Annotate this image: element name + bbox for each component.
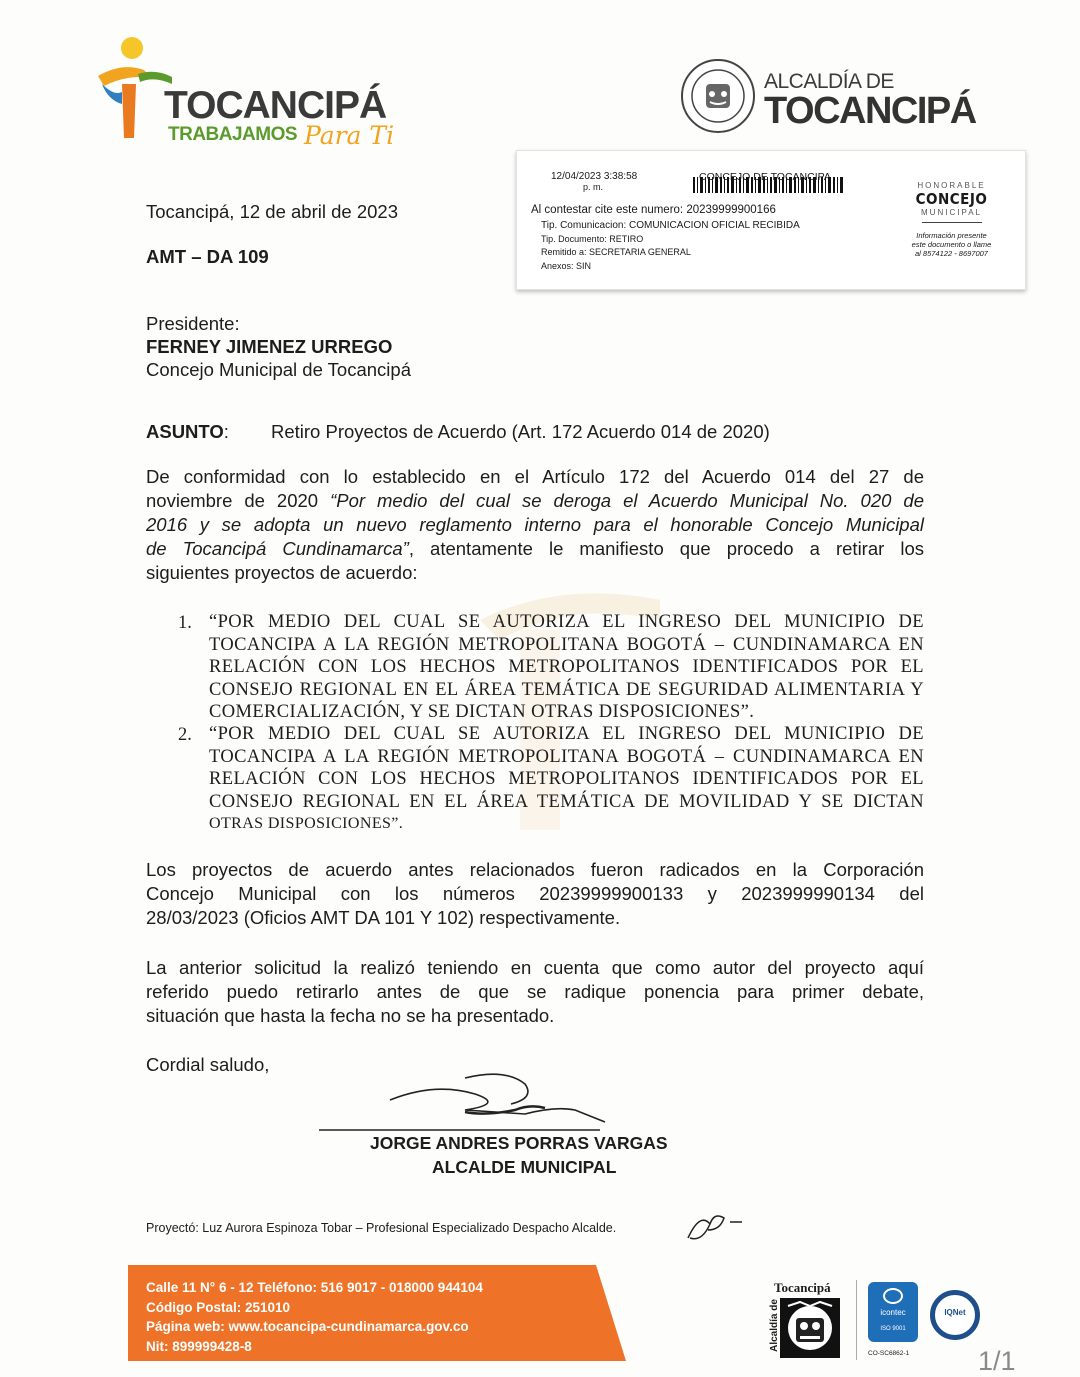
brand-tagline: TRABAJAMOS: [168, 124, 298, 145]
item-line: COMERCIALIZACIÓN, Y SE DICTAN OTRAS DISPOSICIONES”.: [209, 702, 755, 722]
concejo-seal: [889, 181, 1014, 271]
item-line: “POR MEDIO DEL CUAL SE AUTORIZA EL INGRESO DEL MUNICIPIO DE: [209, 612, 924, 632]
para-line: 28/03/2023 (Oficios AMT DA 101 Y 102) respectivamente.: [146, 907, 621, 928]
para-line: Concejo Municipal con los números 20239999900133 y 2023999990134 del: [146, 883, 924, 904]
brand-name: TOCANCIPÁ: [164, 84, 387, 127]
stamp-reply-line: Al contestar cite este numero: 20239999900166: [531, 204, 776, 216]
closing: Cordial saludo,: [146, 1054, 270, 1075]
item-line: “POR MEDIO DEL CUAL SE AUTORIZA EL INGRESO DEL MUNICIPIO DE: [209, 724, 924, 744]
subject-label: ASUNTO: [146, 421, 224, 442]
intro-line: [146, 513, 924, 537]
item-line: TOCANCIPA A LA REGIÓN METROPOLITANA BOGOTÁ – CUNDINAMARCA EN: [209, 634, 924, 655]
footer-logo-title: Tocancipá: [774, 1280, 831, 1295]
initials-signature-icon: [680, 1208, 750, 1248]
icontec-badge: [868, 1282, 918, 1342]
projected-by: Proyectó: Luz Aurora Espinoza Tobar – Profesional Especializado Despacho Alcalde.: [146, 1221, 617, 1235]
brand-figure-icon: [92, 34, 172, 144]
item-line: OTRAS DISPOSICIONES”.: [209, 815, 404, 832]
recipient-role: Presidente:: [146, 313, 240, 334]
concejo-sub-label: MUNICIPAL: [921, 208, 982, 217]
stamp-sent-to: Remitido a: SECRETARIA GENERAL: [541, 247, 691, 257]
concejo-info-3: al 8574122 - 8697007: [915, 249, 988, 258]
paragraph-radicados: [146, 858, 924, 930]
stamp-ampm: p. m.: [583, 182, 604, 192]
alcaldia-name: TOCANCIPÁ: [764, 90, 976, 132]
item-line: RELACIÓN CON LOS HECHOS METROPOLITANOS IDENTIFICADOS POR EL: [209, 769, 924, 789]
footer-contact-bar: [128, 1265, 626, 1361]
item-number: 1.: [178, 613, 192, 633]
alcaldia-label: ALCALDÍA DE: [764, 70, 894, 93]
footer-logo-divider: [856, 1280, 857, 1360]
concejo-top-label: HONORABLE: [917, 181, 986, 190]
concejo-title: CONCEJO: [915, 190, 988, 208]
recipient-name: FERNEY JIMENEZ URREGO: [146, 336, 393, 357]
stamp-annexes: Anexos: SIN: [541, 261, 592, 271]
item-number: 2.: [178, 725, 192, 745]
concejo-info-2: este documento o llame: [911, 240, 992, 249]
item-line: RELACIÓN CON LOS HECHOS METROPOLITANOS IDENTIFICADOS POR EL: [209, 657, 924, 677]
iqnet-name: IQNet: [944, 1308, 966, 1317]
footer-logo-side: Alcaldía de: [768, 1299, 780, 1352]
municipal-seal-icon: [680, 58, 756, 134]
place-date: Tocancipá, 12 de abril de 2023: [146, 201, 398, 222]
receipt-stamp: [516, 150, 1026, 290]
footer-web[interactable]: Página web: www.tocancipa-cundinamarca.gov.co: [146, 1319, 469, 1334]
barcode-icon: [693, 177, 843, 193]
mask-emblem-icon: [778, 1296, 842, 1360]
intro-line-part: , atentamente le manifiesto que procedo a retirar los: [408, 538, 925, 559]
stamp-comm-type: Tip. Comunicacion: COMUNICACION OFICIAL RECIBIDA: [541, 220, 800, 231]
alcaldia-logo: [680, 58, 980, 148]
intro-line-part: “Por medio del cual se deroga el Acuerdo Municipal No. 020 de: [330, 490, 924, 511]
footer-address: Calle 11 N° 6 - 12 Teléfono: 516 9017 - 018000 944104: [146, 1280, 483, 1295]
signer-name: JORGE ANDRES PORRAS VARGAS: [370, 1133, 668, 1153]
para-line: referido puedo retirarlo antes de que se radique ponencia para primer debate,: [146, 981, 924, 1002]
stamp-office: CONCEJO TOCANCIPA: [699, 171, 831, 183]
paragraph-justification: [146, 956, 924, 1028]
signature-icon: [315, 1070, 615, 1140]
reference-number: AMT – DA 109: [146, 246, 269, 267]
stamp-datetime: 12/04/2023 3:38:58: [551, 171, 638, 182]
concejo-info-1: Información presente: [916, 231, 987, 240]
icontec-std: ISO 9001: [880, 1326, 906, 1332]
footer-lines: [146, 1278, 483, 1356]
tocancipa-brand-logo: [92, 34, 412, 164]
footer-alcaldia-logo: [760, 1280, 860, 1360]
footer-postal: Código Postal: 251010: [146, 1299, 291, 1315]
item-line: TOCANCIPA A LA REGIÓN METROPOLITANA BOGOTÁ – CUNDINAMARCA EN: [209, 746, 924, 767]
list-item: [209, 723, 924, 836]
list-item: [209, 611, 924, 724]
intro-line: [146, 537, 924, 561]
intro-line-part: 2016 y se adopta un nuevo reglamento interno para el honorable Concejo Municipal: [146, 514, 924, 535]
footer-nit: Nit: 899999428-8: [146, 1338, 252, 1354]
iqnet-cert: [930, 1290, 980, 1340]
brand-tagline-script: Para Ti: [304, 121, 395, 150]
icontec-mark-icon: [883, 1288, 903, 1304]
concejo-divider: [922, 222, 982, 223]
intro-line: [146, 489, 924, 513]
item-line: CONSEJO REGIONAL EN EL ÁREA TEMÁTICA DE SEGURIDAD ALIMENTARIA Y: [209, 679, 924, 700]
para-line: situación que hasta la fecha no se ha presentado.: [146, 1005, 555, 1026]
paragraph-intro: [146, 465, 924, 585]
intro-line: De conformidad con lo establecido en el Artículo 172 del Acuerdo 014 del 27 de: [146, 466, 924, 487]
page-number: 1/1: [978, 1346, 1016, 1376]
intro-line-part: de Tocancipá Cundinamarca”: [146, 538, 409, 559]
signer-title: ALCALDE MUNICIPAL: [432, 1157, 617, 1177]
para-line: Los proyectos de acuerdo antes relacionados fueron radicados en la Corporación: [146, 859, 924, 880]
subject-text: Retiro Proyectos de Acuerdo (Art. 172 Acuerdo 014 de 2020): [271, 421, 770, 442]
icontec-code: CO-SC6862-1: [868, 1350, 910, 1357]
para-line: La anterior solicitud la realizó teniendo en cuenta que como autor del proyecto aquí: [146, 957, 924, 978]
item-line: CONSEJO REGIONAL EN EL ÁREA TEMÁTICA DE MOVILIDAD Y SE DICTAN: [209, 791, 924, 812]
intro-line: siguientes proyectos de acuerdo:: [146, 562, 418, 583]
icontec-name: icontec: [880, 1308, 906, 1317]
stamp-doc-type: Tip. Documento: RETIRO: [541, 234, 644, 244]
subject-colon: :: [223, 421, 229, 442]
icontec-cert: [868, 1282, 926, 1362]
recipient-org: Concejo Municipal de Tocancipá: [146, 359, 411, 380]
subject-line: [146, 420, 770, 444]
intro-line-part: noviembre de 2020: [146, 490, 319, 511]
